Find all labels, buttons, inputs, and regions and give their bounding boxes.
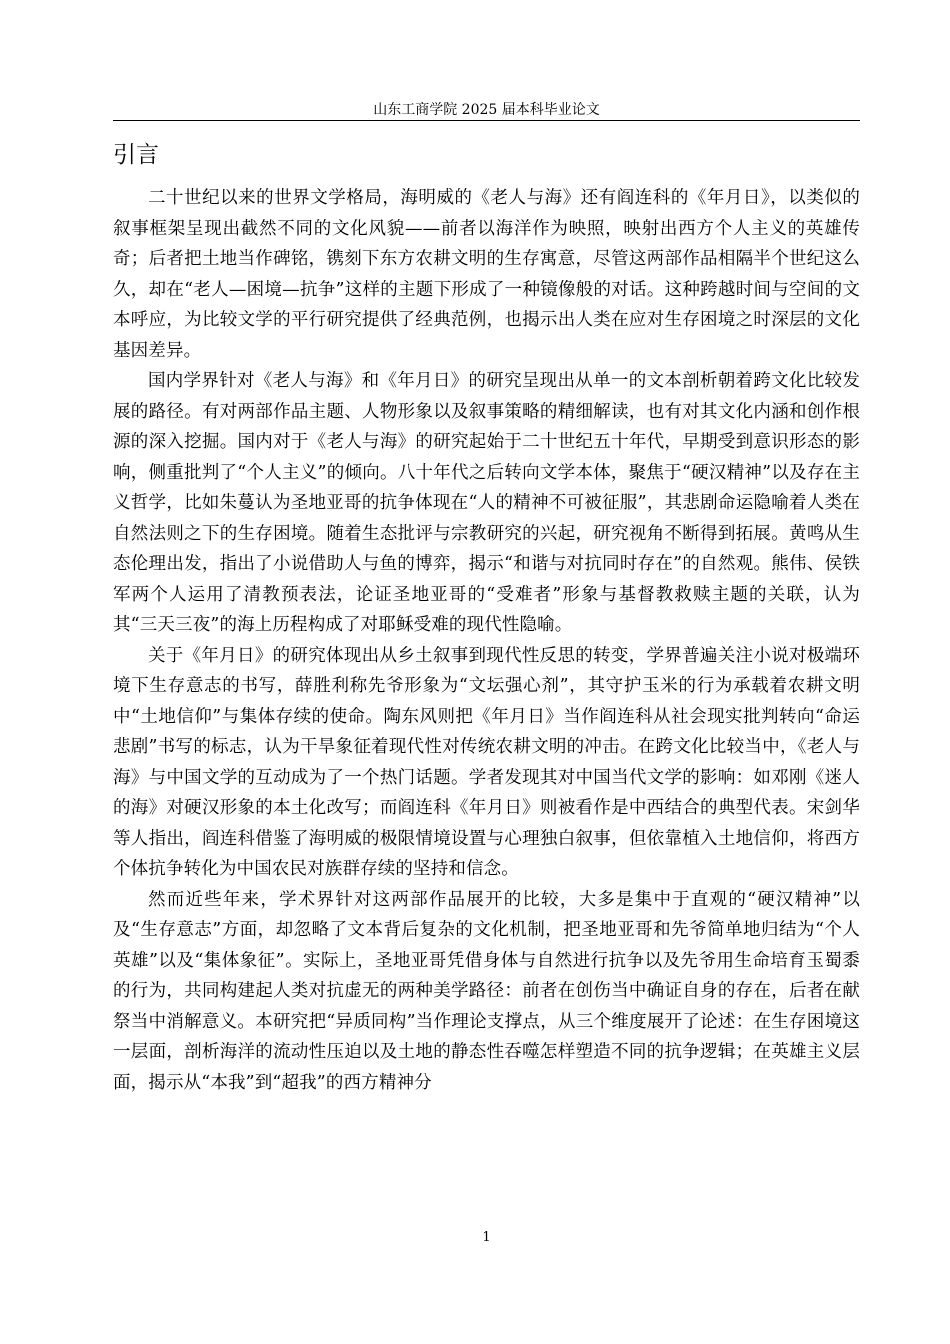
section-title: 引言 (113, 142, 159, 168)
paragraph-3: 关于《年月日》的研究体现出从乡土叙事到现代性反思的转变，学界普遍关注小说对极端环境下生存意志的书写，薛胜利称先爷形象为“文坛强心剂”，其守护玉米的行为承载着农耕文明中“土地信仰”与集体存续的使命。陶东风则把《年月日》当作阎连科从社会现实批判转向“命运悲剧”书写的标志，认为干旱象征着现代性对传统农耕文明的冲击。在跨文化比较当中，《老人与海》与中国文学的互动成为了一个热门话题。学者发现其对中国当代文学的影响：如邓刚《迷人的海》对硬汉形象的本土化改写；而阎连科《年月日》则被看作是中西结合的典型代表。宋剑华等人指出，阎连科借鉴了海明威的极限情境设置与心理独白叙事，但依靠植入土地信仰，将西方个体抗争转化为中国农民对族群存续的坚持和信念。 (113, 645, 860, 879)
paragraph-1: 二十世纪以来的世界文学格局，海明威的《老人与海》还有阎连科的《年月日》，以类似的叙事框架呈现出截然不同的文化风貌——前者以海洋作为映照，映射出西方个人主义的英雄传奇；后者把土地当作碑铭，镌刻下东方农耕文明的生存寓意，尽管这两部作品相隔半个世纪这么久，却在“老人—困境—抗争”这样的主题下形成了一种镜像般的对话。这种跨越时间与空间的文本呼应，为比较文学的平行研究提供了经典范例，也揭示出人类在应对生存困境之时深层的文化基因差异。 (113, 188, 860, 361)
body-text (113, 183, 860, 1098)
header-divider (113, 120, 860, 121)
paragraph-4: 然而近些年来，学术界针对这两部作品展开的比较，大多是集中于直观的“硬汉精神”以及“生存意志”方面，却忽略了文本背后复杂的文化机制，把圣地亚哥和先爷简单地归结为“个人英雄”以及“集体象征”。实际上，圣地亚哥凭借身体与自然进行抗争以及先爷用生命培育玉蜀黍的行为，共同构建起人类对抗虚无的两种美学路径：前者在创伤当中确证自身的存在，后者在献祭当中消解意义。本研究把“异质同构”当作理论支撑点，从三个维度展开了论述：在生存困境这一层面，剖析海洋的流动性压迫以及土地的静态性吞噬怎样塑造不同的抗争逻辑；在英雄主义层面，揭示从“本我”到“超我”的西方精神分 (113, 889, 860, 1093)
page-number: 1 (482, 1230, 491, 1245)
paragraph-2: 国内学界针对《老人与海》和《年月日》的研究呈现出从单一的文本剖析朝着跨文化比较发展的路径。有对两部作品主题、人物形象以及叙事策略的精细解读，也有对其文化内涵和创作根源的深入挖掘。国内对于《老人与海》的研究起始于二十世纪五十年代，早期受到意识形态的影响，侧重批判了“个人主义”的倾向。八十年代之后转向文学本体，聚焦于“硬汉精神”以及存在主义哲学，比如朱蔓认为圣地亚哥的抗争体现在“人的精神不可被征服”，其悲剧命运隐喻着人类在自然法则之下的生存困境。随着生态批评与宗教研究的兴起，研究视角不断得到拓展。黄鸣从生态伦理出发，指出了小说借助人与鱼的博弈，揭示“和谐与对抗同时存在”的自然观。熊伟、侯铁军两个人运用了清教预表法，论证圣地亚哥的“受难者”形象与基督教救赎主题的关联，认为其“三天三夜”的海上历程构成了对耶稣受难的现代性隐喻。 (113, 371, 860, 635)
running-header: 山东工商学院 2025 届本科毕业论文 (373, 102, 600, 118)
